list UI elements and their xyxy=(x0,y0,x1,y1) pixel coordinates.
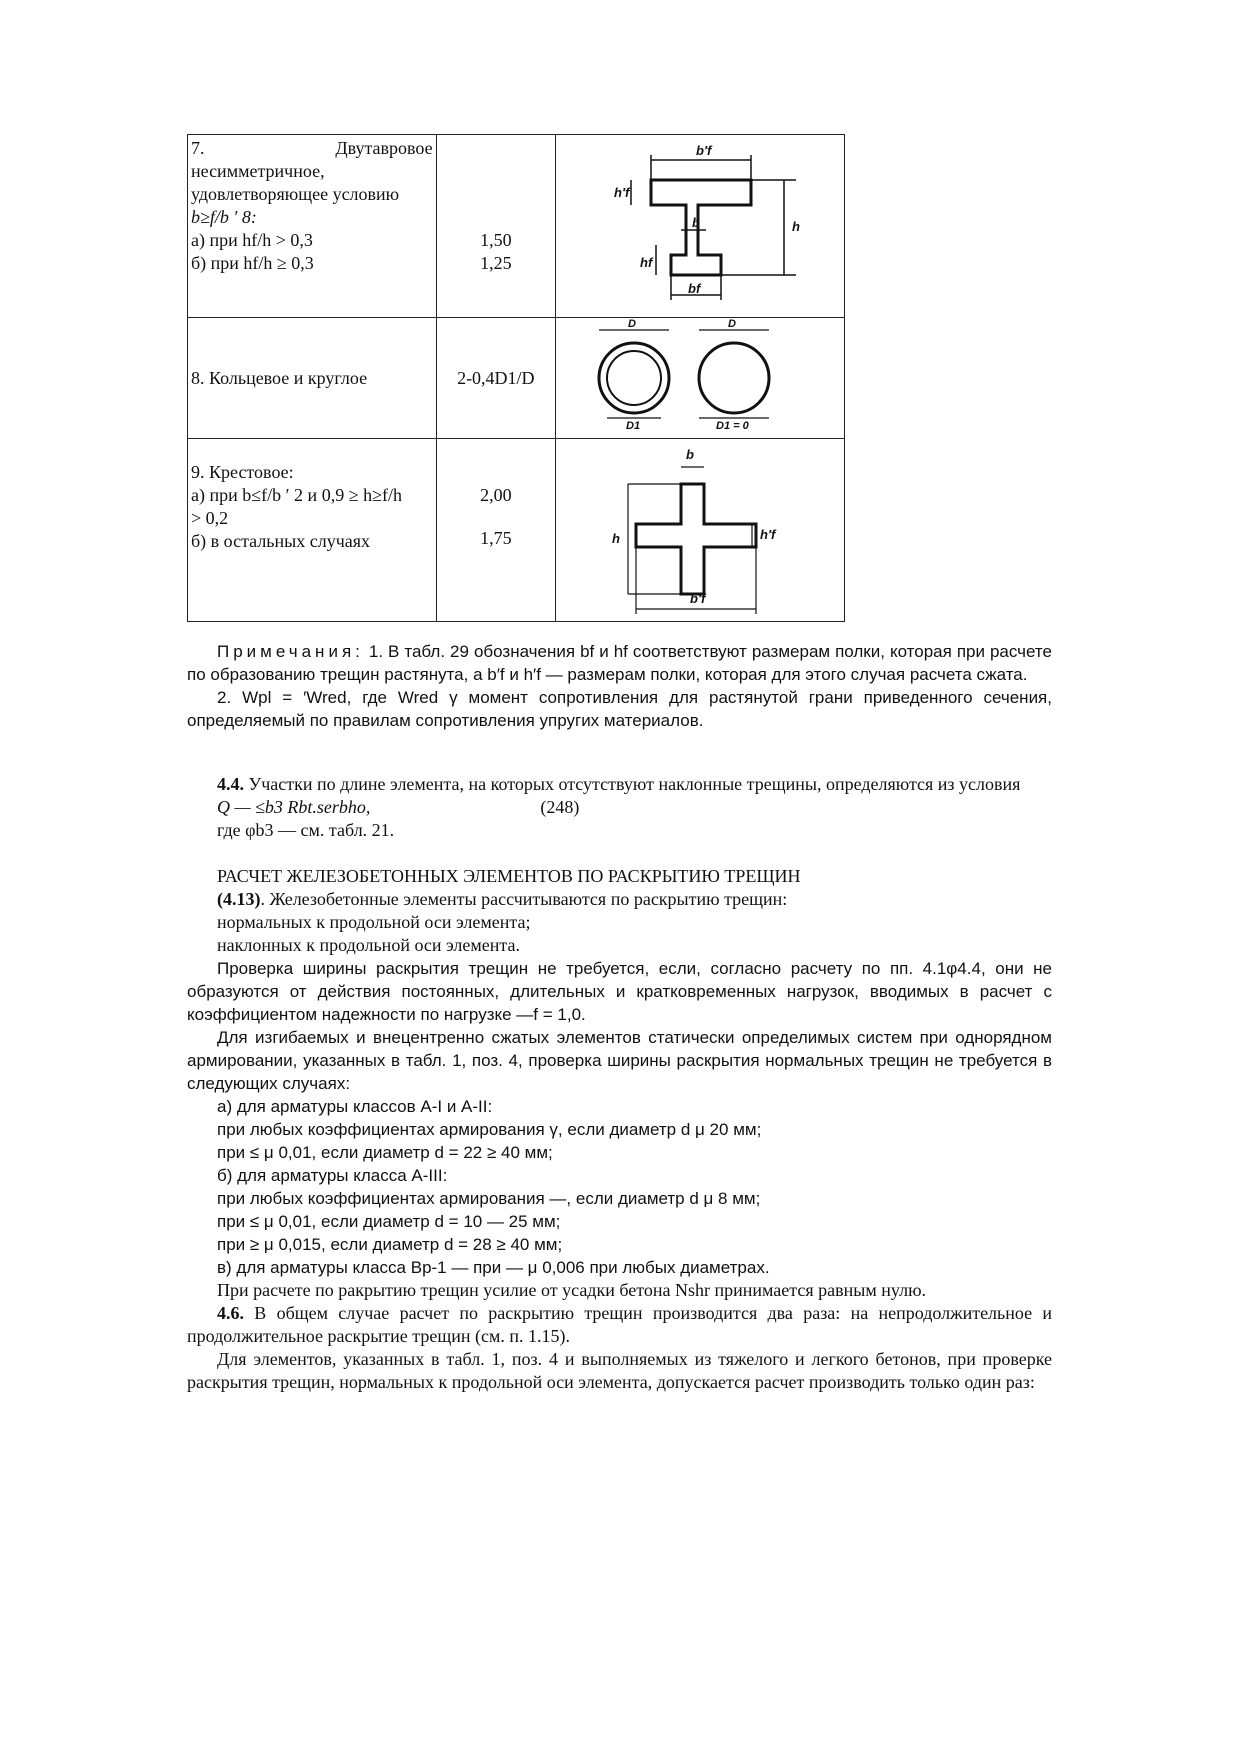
section-coefficient-table xyxy=(187,134,845,622)
label-d1: D1 xyxy=(626,420,641,432)
label-bf-prime: b′f xyxy=(690,591,706,606)
label-h: h xyxy=(612,531,620,546)
label-h: h xyxy=(792,219,800,234)
paragraph-shrinkage: При расчете по ракрытию трещин усилие от усадки бетона Nshr принимается равным нулю. xyxy=(217,1280,927,1300)
paragraph-text: В общем случае расчет по раскрытию трещин производится два раза: на непродолжительное и продолжительное раскрытие трещин (см. п. 1.15). xyxy=(187,1303,1053,1346)
row9-case-a: а) при b≤f/b ′ 2 и 0,9 ≥ h≥f/h xyxy=(191,485,402,505)
paragraph-4-6 xyxy=(187,1302,1052,1348)
row7-number: 7. xyxy=(191,138,205,158)
list-item: при любых коэффициентах армирования γ, если диаметр d μ 20 мм; xyxy=(217,1120,762,1139)
row7-title-line: несимметричное, xyxy=(191,161,325,181)
label-hf: hf xyxy=(640,255,653,270)
formula-248 xyxy=(187,796,1052,819)
row7-values xyxy=(436,135,555,318)
paragraph-4-13 xyxy=(187,888,1052,911)
label-bf: bf xyxy=(688,281,701,296)
section-text: Участки по длине элемента, на которых отсутствуют наклонные трещины, определяются из условия xyxy=(248,774,1021,794)
note-2 xyxy=(187,686,1052,732)
list-item: нормальных к продольной оси элемента; xyxy=(217,912,531,932)
label-b: b xyxy=(692,215,700,230)
label-d: D xyxy=(628,318,636,330)
section-number: 4.4. xyxy=(217,774,244,794)
ring-circle-diagram xyxy=(556,318,844,432)
label-d: D xyxy=(728,318,736,330)
row8-description xyxy=(188,318,437,439)
table-row xyxy=(188,318,845,439)
row7-value-a: 1,50 xyxy=(480,230,512,250)
equation-number: (248) xyxy=(540,797,580,817)
row7-title: Двутавровое xyxy=(335,138,433,158)
row8-values xyxy=(436,318,555,439)
section-heading: РАСЧЕТ ЖЕЛЕЗОБЕТОННЫХ ЭЛЕМЕНТОВ ПО РАСКРЫТИЮ ТРЕЩИН xyxy=(217,866,801,886)
paragraph-last: Для элементов, указанных в табл. 1, поз. 4 и выполняемых из тяжелого и легкого бетонов, при проверке раскрытия трещин, нормальных к продольной оси элемента, допускается расчет производить только один раз: xyxy=(187,1349,1052,1392)
document-body xyxy=(187,640,1052,1394)
row8-value: 2-0,4D1/D xyxy=(457,367,535,388)
row7-case-a: а) при hf/h > 0,3 xyxy=(191,230,313,250)
label-bf-prime: b′f xyxy=(696,143,712,158)
list-item: наклонных к продольной оси элемента. xyxy=(217,935,520,955)
section-number: (4.13) xyxy=(217,889,261,909)
section-number: 4.6. xyxy=(217,1303,244,1323)
section-4-4 xyxy=(187,773,1052,796)
paragraph-check: Проверка ширины раскрытия трещин не требуется, если, согласно расчету по пп. 4.1φ4.4, они не образуются от действия постоянных, длительных и кратковременных нагрузок, вводимых в расчет с коэффициентом надежности по нагрузке —f = 1,0. xyxy=(187,959,1052,1024)
formula: Q — ≤b3 Rbt.serbho, xyxy=(217,797,371,817)
row9-title: 9. Крестовое: xyxy=(191,462,294,482)
paragraph-bending: Для изгибаемых и внецентренно сжатых элементов статически определимых систем при однорядном армировании, указанных в табл. 1, поз. 4, проверка ширины раскрытия нормальных трещин не требуется в следующих случаях: xyxy=(187,1028,1052,1093)
table-row xyxy=(188,135,845,318)
list-item: в) для арматуры класса Вр-1 — при — μ 0,006 при любых диаметрах. xyxy=(217,1258,770,1277)
row7-value-b: 1,25 xyxy=(480,253,512,273)
row9-case-a-cont: > 0,2 xyxy=(191,508,229,528)
row9-description xyxy=(188,439,437,622)
row7-case-b: б) при hf/h ≥ 0,3 xyxy=(191,253,314,273)
row9-value-a: 2,00 xyxy=(480,485,512,505)
row9-values xyxy=(436,439,555,622)
paragraph-text: . Железобетонные элементы рассчитываются по раскрытию трещин: xyxy=(260,889,788,909)
row7-description xyxy=(188,135,437,318)
row9-value-b: 1,75 xyxy=(480,528,512,548)
row8-title: 8. Кольцевое и круглое xyxy=(191,367,368,388)
table-row xyxy=(188,439,845,622)
label-hf-prime: h′f xyxy=(614,185,630,200)
formula-where: где φb3 — см. табл. 21. xyxy=(217,820,395,840)
row7-figure xyxy=(556,135,845,318)
list-item: а) для арматуры классов А-I и А-II: xyxy=(217,1097,493,1116)
label-hf-prime: h′f xyxy=(760,527,776,542)
list-item: при ≥ μ 0,015, если диаметр d = 28 ≥ 40 мм; xyxy=(217,1235,563,1254)
i-beam-diagram xyxy=(556,135,844,311)
row8-figure xyxy=(556,318,845,439)
notes-label: Примечания: xyxy=(217,642,364,661)
row9-case-b: б) в остальных случаях xyxy=(191,531,371,551)
label-d1-zero: D1 = 0 xyxy=(716,420,749,432)
note-2-text: 2. Wpl = ′Wred, где Wred γ момент сопротивления для растянутой грани приведенного сечения, определяемый по правилам сопротивления упругих материалов. xyxy=(187,688,1052,730)
list-item: при ≤ μ 0,01, если диаметр d = 10 — 25 мм; xyxy=(217,1212,561,1231)
list-item: при любых коэффициентах армирования —, если диаметр d μ 8 мм; xyxy=(217,1189,761,1208)
label-b: b xyxy=(686,447,694,462)
row7-condition: b≥f/b ′ 8: xyxy=(191,207,257,227)
note-1 xyxy=(187,640,1052,686)
note-1-text: 1. В табл. 29 обозначения bf и hf соответствуют размерам полки, которая при расчете по образованию трещин растянута, а b′f и h′f — размерам полки, которая для этого случая расчета сжата. xyxy=(187,642,1052,684)
row7-title-line: удовлетворяющее условию xyxy=(191,184,400,204)
list-item: при ≤ μ 0,01, если диаметр d = 22 ≥ 40 мм; xyxy=(217,1143,553,1162)
cross-section-diagram xyxy=(556,439,844,615)
list-item: б) для арматуры класса А-III: xyxy=(217,1166,448,1185)
row9-figure xyxy=(556,439,845,622)
